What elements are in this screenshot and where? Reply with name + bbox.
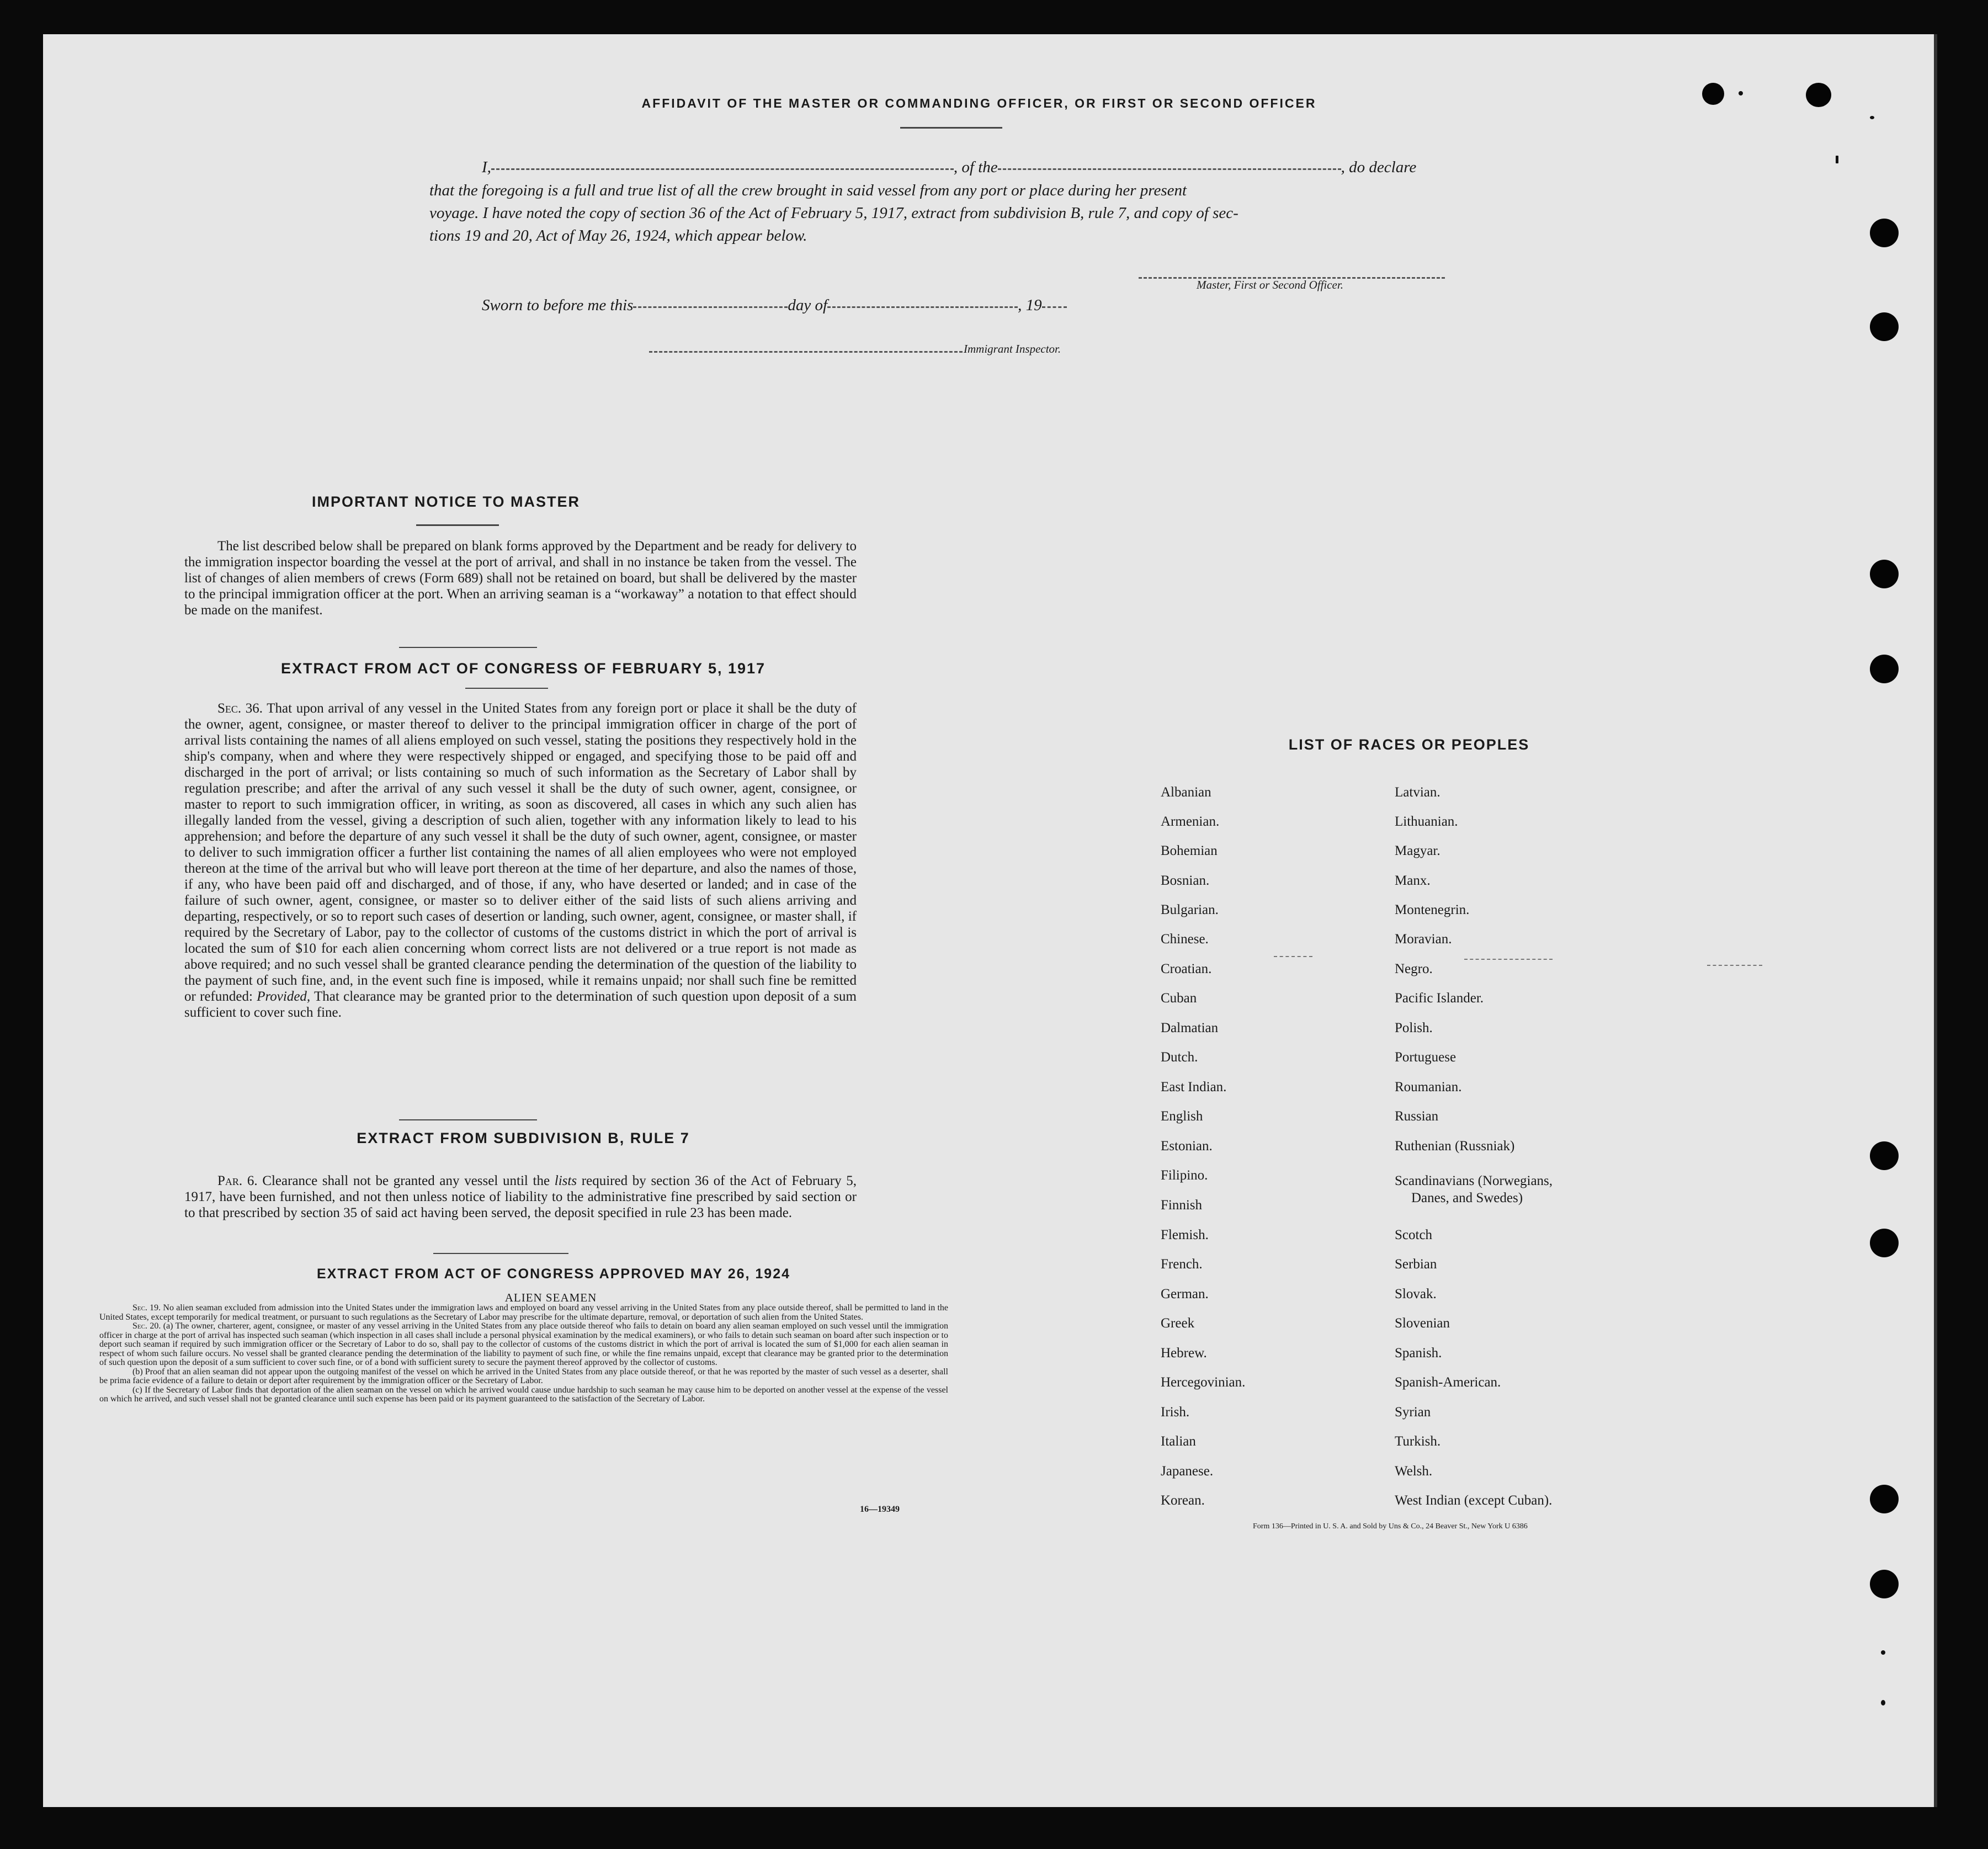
extract-1917-text: Sec. 36. That upon arrival of any vessel in the United States from any foreign port or place it shall be the duty of the owner, agent, consignee, or master thereof to deliver to the principal immigration officer in charge of the port of arrival lists containing the names of all aliens employed on such vessel, stating the positions they respectively hold in the ship's company, when and where they were respectively shipped or engaged, and specifying those to be paid off and discharged in the port of arrival; or lists containing so much of such information as the Secretary of Labor shall by regulation prescribe; and after the arrival of any such vessel it shall be the duty of such owner, agent, consignee, or master to report to such immigration officer, in writing, as soon as discovered, all cases in which any such alien has illegally landed from the vessel, giving a description of such alien, together with any information likely to lead to his apprehension; and before the departure of any such vessel it shall be the duty of such owner, agent, consignee, or master to deliver to such immigration officer a further list containing the names of all alien employees who were not employed thereon at the time of the arrival but who will leave port thereon at the time of her departure, and also the names of those, if any, who have been paid off and discharged, and of those, if any, who have deserted or landed; and in case of the failure of such owner, agent, consignee, or master so to deliver either of the said lists of such aliens arriving and departing, respectively, or so to report such cases of desertion or landing, such owner, agent, consignee, or master shall, if required by the Secretary of Labor, pay to the collector of customs of the customs district in which the port of arrival is located the sum of $10 for each alien concerning whom correct lists are not delivered or a true report is not made as above required; and no such vessel shall be granted clearance pending the determination of the question of the liability to the payment of such fine, and, in the event such fine is imposed, while it remains unpaid; nor shall such fine be remitted or refunded: Provided, That clearance may be granted prior to the determination of such question upon deposit of a sum sufficient to cover such fine. bbox=[184, 701, 857, 1020]
punch-hole bbox=[1870, 1141, 1899, 1170]
race-item: Italian bbox=[1161, 1434, 1196, 1449]
race-item: Bohemian bbox=[1161, 843, 1218, 858]
print-code: 16—19349 bbox=[860, 1505, 900, 1514]
punch-hole bbox=[1702, 83, 1724, 105]
race-item: Chinese. bbox=[1161, 932, 1209, 947]
race-item: Moravian. bbox=[1395, 932, 1452, 947]
extract-1917-title: EXTRACT FROM ACT OF CONGRESS OF FEBRUARY 5, 1917 bbox=[280, 660, 766, 677]
master-signature-label: Master, First or Second Officer. bbox=[1197, 278, 1343, 291]
race-item: Dalmatian bbox=[1161, 1021, 1219, 1035]
race-item: Syrian bbox=[1395, 1405, 1431, 1420]
punch-hole bbox=[1870, 219, 1899, 247]
punch-hole bbox=[1870, 560, 1899, 588]
affidavit-title: AFFIDAVIT OF THE MASTER OR COMMANDING OFFICER, OR FIRST OR SECOND OFFICER bbox=[641, 96, 1317, 110]
affidavit-declaration-line: I, , of the , do declare bbox=[482, 158, 1417, 176]
race-item: English bbox=[1161, 1109, 1203, 1124]
race-item: Japanese. bbox=[1161, 1464, 1214, 1479]
race-item: Irish. bbox=[1161, 1405, 1190, 1420]
affidavit-line-3: voyage. I have noted the copy of section 36 of the Act of February 5, 1917, extract from subdivision B, rule 7, and copy of sec- bbox=[429, 204, 1238, 222]
sworn-line: Sworn to before me this day of , 19 bbox=[482, 294, 1067, 317]
notice-title: IMPORTANT NOTICE TO MASTER bbox=[312, 493, 580, 510]
scan-speck bbox=[1739, 91, 1743, 95]
notice-text: The list described below shall be prepared on blank forms approved by the Department and be ready for delivery to the immigration inspector boarding the vessel at the port of arrival, and shall in no instance be taken from the vessel. The list of changes of alien members of crews (Form 689) shall not be retained on board, but shall be delivered by the master to the principal immigration officer at the port. When an arriving seaman is a “workaway” a notation to that effect should be made on the manifest. bbox=[184, 539, 857, 618]
race-item: Armenian. bbox=[1161, 814, 1220, 829]
punch-hole bbox=[1806, 83, 1831, 107]
divider bbox=[900, 127, 1002, 129]
race-item: Negro. bbox=[1395, 961, 1433, 976]
race-item: Bosnian. bbox=[1161, 873, 1210, 888]
race-item: Filipino. bbox=[1161, 1168, 1208, 1183]
scan-speck bbox=[1881, 1650, 1885, 1655]
race-item: Pacific Islander. bbox=[1395, 991, 1484, 1006]
race-item: Roumanian. bbox=[1395, 1080, 1462, 1094]
form-footer-note: Form 136—Printed in U. S. A. and Sold by Uns & Co., 24 Beaver St., New York U 6386 bbox=[1253, 1522, 1528, 1531]
race-item: Welsh. bbox=[1395, 1464, 1433, 1479]
divider bbox=[465, 688, 548, 689]
races-title: LIST OF RACES OR PEOPLES bbox=[1288, 736, 1530, 753]
race-item: Russian bbox=[1395, 1109, 1439, 1124]
race-item: Hebrew. bbox=[1161, 1346, 1207, 1361]
extract-1924-subtitle: ALIEN SEAMEN bbox=[504, 1291, 597, 1304]
race-item: Finnish bbox=[1161, 1198, 1203, 1213]
scan-mark bbox=[1707, 965, 1762, 966]
scan-mark bbox=[1274, 956, 1312, 957]
race-item: Turkish. bbox=[1395, 1434, 1441, 1449]
race-item: Lithuanian. bbox=[1395, 814, 1458, 829]
race-item: Albanian bbox=[1161, 785, 1211, 800]
punch-hole bbox=[1870, 1485, 1899, 1513]
race-item: Portuguese bbox=[1395, 1050, 1457, 1065]
scan-speck bbox=[1870, 116, 1874, 119]
divider bbox=[399, 647, 537, 648]
race-item: Dutch. bbox=[1161, 1050, 1198, 1065]
scan-mark bbox=[1464, 959, 1553, 960]
divider bbox=[433, 1253, 568, 1254]
race-item: Slovak. bbox=[1395, 1287, 1437, 1301]
punch-hole bbox=[1870, 655, 1899, 683]
divider bbox=[416, 524, 499, 526]
punch-hole bbox=[1870, 1570, 1899, 1598]
inspector-signature-line bbox=[649, 351, 963, 353]
race-item: West Indian (except Cuban). bbox=[1395, 1493, 1553, 1508]
extract-1924-title: EXTRACT FROM ACT OF CONGRESS APPROVED MAY 26, 1924 bbox=[316, 1266, 791, 1282]
race-item: Spanish. bbox=[1395, 1346, 1442, 1361]
race-item: Greek bbox=[1161, 1316, 1195, 1331]
race-item: Korean. bbox=[1161, 1493, 1205, 1508]
race-item: Cuban bbox=[1161, 991, 1197, 1006]
race-item: Latvian. bbox=[1395, 785, 1440, 800]
race-item: Scotch bbox=[1395, 1228, 1433, 1242]
race-item: German. bbox=[1161, 1287, 1209, 1301]
race-item: French. bbox=[1161, 1257, 1203, 1272]
race-item: Estonian. bbox=[1161, 1139, 1213, 1154]
race-item: Serbian bbox=[1395, 1257, 1437, 1272]
scan-speck bbox=[1881, 1700, 1885, 1705]
race-item: Spanish-American. bbox=[1395, 1375, 1501, 1390]
form-page bbox=[43, 34, 1937, 1807]
race-item: Danes, and Swedes) bbox=[1411, 1191, 1523, 1205]
punch-hole bbox=[1870, 1229, 1899, 1257]
race-item: Flemish. bbox=[1161, 1228, 1209, 1242]
race-item: Croatian. bbox=[1161, 961, 1212, 976]
race-item: Hercegovinian. bbox=[1161, 1375, 1246, 1390]
affidavit-line-2: that the foregoing is a full and true list of all the crew brought in said vessel from any port or place during her present bbox=[429, 182, 1187, 199]
race-item: Montenegrin. bbox=[1395, 902, 1470, 917]
race-item: Polish. bbox=[1395, 1021, 1433, 1035]
punch-hole bbox=[1870, 312, 1899, 341]
race-item: Manx. bbox=[1395, 873, 1431, 888]
affidavit-line-4: tions 19 and 20, Act of May 26, 1924, which appear below. bbox=[429, 227, 807, 245]
scan-speck bbox=[1836, 156, 1838, 163]
divider bbox=[399, 1119, 537, 1120]
extract-rule7-title: EXTRACT FROM SUBDIVISION B, RULE 7 bbox=[357, 1130, 690, 1146]
race-item: Scandinavians (Norwegians, bbox=[1395, 1173, 1553, 1188]
race-item: Magyar. bbox=[1395, 843, 1440, 858]
race-item: Slovenian bbox=[1395, 1316, 1450, 1331]
race-item: Bulgarian. bbox=[1161, 902, 1219, 917]
race-item: East Indian. bbox=[1161, 1080, 1227, 1094]
inspector-label: Immigrant Inspector. bbox=[964, 342, 1061, 355]
extract-rule7-text: Par. 6. Clearance shall not be granted any vessel until the lists required by section 36 of the Act of February 5, 1917, have been furnished, and not then unless notice of liability to the administrative fine prescribed by said section or to that prescribed by section 35 of said act having been served, the deposit specified in rule 23 has been made. bbox=[184, 1173, 857, 1220]
race-item: Ruthenian (Russniak) bbox=[1395, 1139, 1515, 1154]
extract-1924-text: Sec. 19. No alien seaman excluded from admission into the United States under the immigration laws and employed on board any vessel arriving in the United States from any place outside thereof, shall be permitted to land in the United States, except temporarily for medical treatment, or pursuant to such regulations as the Secretary of Labor may prescribe for the ultimate departure, removal, or deportation of such alien from the United States. Sec. 20. (a) The owner, charterer, agent, consignee, or master of any vessel arriving in the United States from any place outside thereof who fails to detain on board any alien seaman employed on such vessel until the immigration officer in charge at the port of arrival has inspected such seaman (which inspection in all cases shall include a personal physical examination by the medical examiners), or who fails to detain such seaman on board after such inspection or to deport such seaman if required by such immigration officer or the Secretary of Labor to do so, shall pay to the collector of customs of the customs district in which the port of arrival is located the sum of $1,000 for each alien seaman in respect of whom such failure occurs. No vessel shall be granted clearance pending the determination of the liability to payment of such fine, or while the fine remains unpaid, except that clearance may be granted prior to the determination of such question upon the deposit of a sum sufficient to cover such fine, or of a bond with sufficient surety to secure the payment thereof approved by the collector of customs. (b) Proof that an alien seaman did not appear upon the outgoing manifest of the vessel on which he arrived in the United States from any place outside thereof, or that he was reported by the master of such vessel as a deserter, shall be prima facie evidence of a failure to detain or deport after requirement by the immigration officer or the Secretary of Labor. (c) If the Secretary of Labor finds that deportation of the alien seaman on the vessel on which he arrived would cause undue hardship to such seaman he may cause him to be deported on another vessel at the expense of the vessel on which he arrived, and such vessel shall not be granted clearance until such expense has been paid or its payment guaranteed to the satisfaction of the Secretary of Labor. bbox=[99, 1303, 949, 1404]
